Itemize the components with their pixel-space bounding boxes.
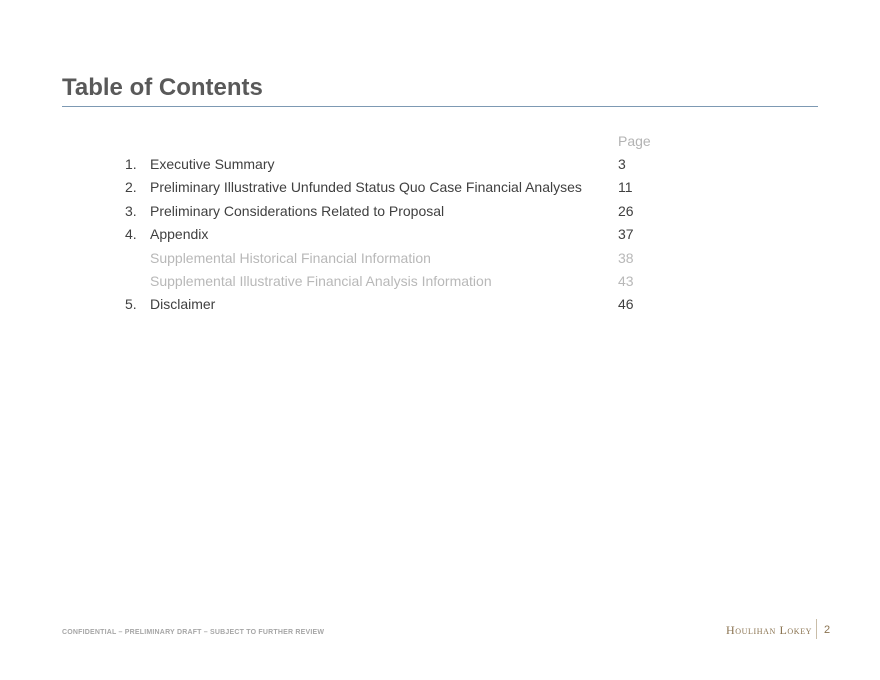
toc-entry-appendix[interactable] <box>0 225 880 248</box>
toc-entry-label: Supplemental Historical Financial Information <box>150 249 431 266</box>
toc-entry-label: Preliminary Illustrative Unfunded Status Quo Case Financial Analyses <box>150 179 582 196</box>
toc-entry-number: 3. <box>125 202 137 219</box>
toc-entry-executive-summary[interactable] <box>0 155 880 178</box>
toc-entry-label: Executive Summary <box>150 156 275 172</box>
toc-entry-label: Appendix <box>150 226 209 243</box>
page-column-header: Page <box>618 133 651 149</box>
brand-logo: Houlihan Lokey <box>726 623 813 637</box>
confidentiality-notice: CONFIDENTIAL – PRELIMINARY DRAFT – SUBJECT TO FURTHER REVIEW <box>62 629 325 636</box>
toc-entry-label: Preliminary Considerations Related to Proposal <box>150 202 445 219</box>
title-divider <box>62 106 818 107</box>
toc-entry-number: 2. <box>125 179 137 196</box>
toc-entry-disclaimer[interactable] <box>0 295 880 318</box>
toc-entry-number: 4. <box>125 226 137 243</box>
toc-entry-proposal-considerations[interactable] <box>0 202 880 225</box>
toc-entry-page: 43 <box>618 272 634 289</box>
page-number: 2 <box>824 624 831 636</box>
toc-entry-label: Supplemental Illustrative Financial Analysis Information <box>150 272 492 289</box>
toc-entry-page: 11 <box>618 179 633 196</box>
toc-subentry-historical-financial[interactable] <box>0 249 880 272</box>
footer-divider <box>816 619 817 639</box>
page-title: Table of Contents <box>62 74 263 101</box>
toc-entry-status-quo-analyses[interactable] <box>0 178 880 201</box>
toc-entry-label: Disclaimer <box>150 296 216 313</box>
toc-entry-page: 3 <box>618 156 626 172</box>
toc-subentry-financial-analysis[interactable] <box>0 272 880 295</box>
toc-entry-number: 1. <box>125 156 137 172</box>
toc-entry-number: 5. <box>125 296 137 313</box>
toc-entry-page: 37 <box>618 226 634 243</box>
toc-entry-page: 26 <box>618 202 634 219</box>
toc-entry-page: 46 <box>618 296 634 313</box>
toc-list <box>0 155 880 319</box>
toc-entry-page: 38 <box>618 249 634 266</box>
